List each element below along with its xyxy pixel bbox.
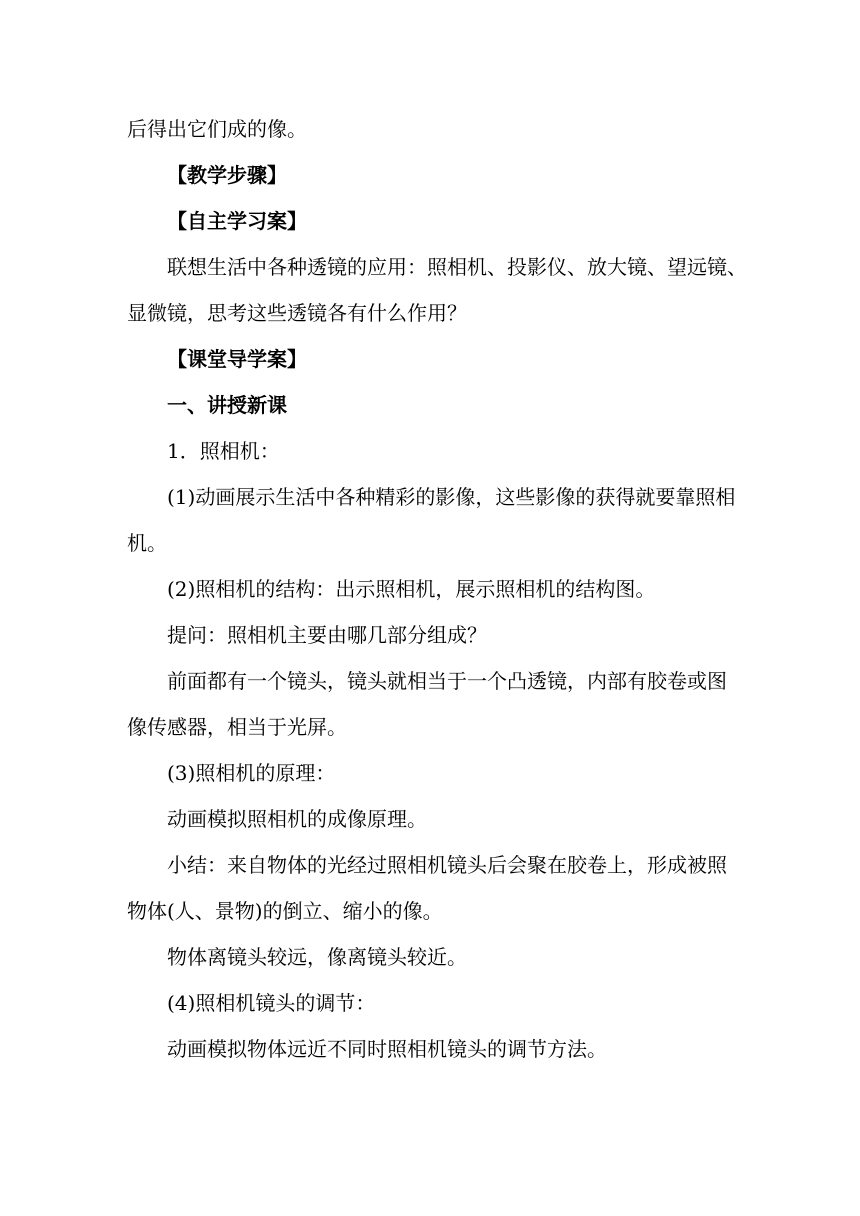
- paragraph-answer: 前面都有一个镜头，镜头就相当于一个凸透镜，内部有胶卷或图: [167, 669, 727, 693]
- heading-self-study: 【自主学习案】: [167, 209, 307, 233]
- paragraph-continuation: 后得出它们成的像。: [127, 117, 307, 141]
- heading-classroom-guide: 【课堂导学案】: [167, 347, 307, 371]
- item-camera: 1．照相机：: [167, 439, 280, 463]
- heading-teaching-steps: 【教学步骤】: [167, 163, 287, 187]
- paragraph-summary: 小结：来自物体的光经过照相机镜头后会聚在胶卷上，形成被照: [167, 853, 727, 877]
- heading-new-lesson: 一、讲授新课: [167, 393, 287, 417]
- paragraph-summary-cont: 物体(人、景物)的倒立、缩小的像。: [127, 899, 443, 923]
- paragraph-step1: (1)动画展示生活中各种精彩的影像，这些影像的获得就要靠照相: [167, 485, 736, 509]
- paragraph-step3: (3)照相机的原理：: [167, 761, 336, 785]
- paragraph-step4-desc: 动画模拟物体远近不同时照相机镜头的调节方法。: [167, 1037, 607, 1061]
- paragraph-note: 物体离镜头较远，像离镜头较近。: [167, 945, 467, 969]
- paragraph-step2: (2)照相机的结构：出示照相机，展示照相机的结构图。: [167, 577, 656, 601]
- paragraph-step1-cont: 机。: [127, 531, 167, 555]
- paragraph-lens-applications-cont: 显微镜，思考这些透镜各有什么作用？: [127, 301, 467, 325]
- paragraph-step4: (4)照相机镜头的调节：: [167, 991, 376, 1015]
- paragraph-answer-cont: 像传感器，相当于光屏。: [127, 715, 347, 739]
- paragraph-step3-desc: 动画模拟照相机的成像原理。: [167, 807, 427, 831]
- paragraph-question: 提问：照相机主要由哪几部分组成？: [167, 623, 487, 647]
- paragraph-lens-applications: 联想生活中各种透镜的应用：照相机、投影仪、放大镜、望远镜、: [167, 255, 747, 279]
